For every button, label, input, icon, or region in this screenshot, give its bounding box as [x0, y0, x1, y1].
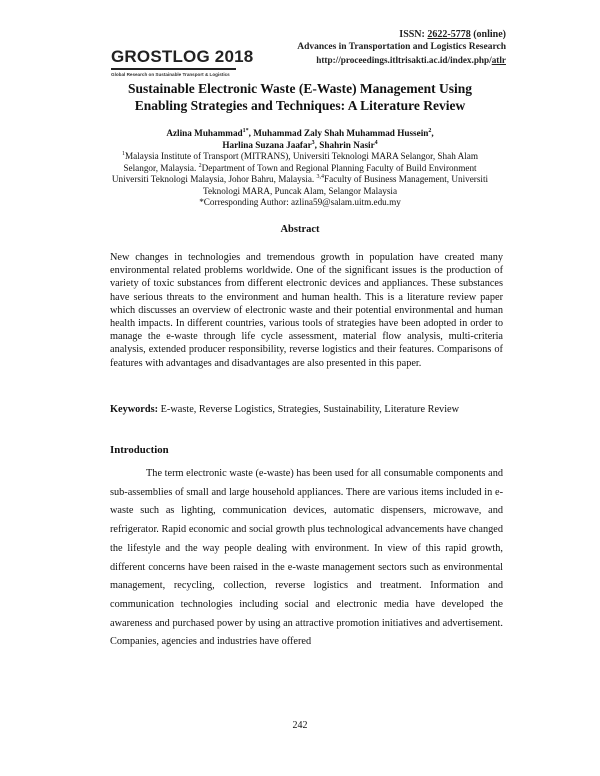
corresponding-author[interactable]: *Corresponding Author: azlina59@salam.uitm.edu.my [199, 197, 401, 207]
abstract-heading: Abstract [280, 224, 320, 235]
author-4: Shahrin Nasir [319, 139, 375, 150]
journal-url[interactable] [297, 54, 506, 67]
affiliation-1: Malaysia Institute of Transport (MITRANS), Universiti Teknologi MARA Selangor, Shah Alam Selangor, Malaysia. [123, 151, 479, 173]
affiliation-2-sup: 2 [198, 162, 202, 169]
author-separator: , [248, 128, 254, 138]
logo-title: GROSTLOG 2018 [111, 47, 254, 66]
author-3-sup: 3 [311, 139, 315, 146]
affiliation-2: Department of Town and Regional Planning Faculty of Build Environment Universiti Teknologi Malaysia, Johor Bahru, Malaysia. [111, 162, 477, 184]
issn-line [297, 28, 506, 41]
issn-label: ISSN: [399, 29, 428, 40]
author-1-sup: 1* [242, 127, 249, 134]
journal-header [297, 28, 506, 67]
introduction-heading: Introduction [110, 444, 169, 456]
affiliation-3: Faculty of Business Management, Universiti Teknologi MARA, Puncak Alam, Selangor Malaysia [202, 174, 489, 196]
affiliation-1-sup: 1 [121, 150, 125, 157]
author-2-sup: 2 [428, 127, 432, 134]
paper-title: Sustainable Electronic Waste (E-Waste) Management Using Enabling Strategies and Techniques: A Literature Review [127, 81, 473, 113]
logo-rule [111, 68, 236, 70]
author-1: Azlina Muhammad [166, 128, 243, 138]
affiliations [110, 151, 490, 197]
keywords-list: E-waste, Reverse Logistics, Strategies, Sustainability, Literature Review [158, 404, 460, 415]
abstract-text: New changes in technologies and tremendous growth in population have created many environmental related problems worldwide. One of the significant issues is the production of variety of toxic substances from different electronic devices and appliances. These substances have serious threats to the environment and human health. This is a literature review paper which discusses an overview of electronic waste and their potential environmental and human health impacts. In different countries, various tools of strategies have been adopted in order to manage the e-waste through life cycle assessment, material flow analysis, multi-criteria analysis, extended producer responsibility, reverse logistics and their features. Comparisons of features with advantages and disadvantages are also presented in this paper. [110, 252, 503, 369]
keywords [110, 403, 503, 417]
page-number: 242 [292, 720, 308, 731]
author-names [110, 128, 490, 151]
author-block [110, 128, 490, 209]
author-separator: , [314, 139, 320, 150]
author-3: Harlina Suzana Jaafar [222, 139, 312, 150]
affiliation-3-sup: 3,4 [316, 173, 325, 180]
journal-name: Advances in Transportation and Logistics Research [297, 42, 506, 52]
conference-logo [111, 48, 253, 77]
keywords-label: Keywords: [110, 404, 159, 415]
url-suffix: atlr [491, 55, 506, 65]
author-2: Muhammad Zaly Shah Muhammad Hussein [253, 128, 429, 138]
author-separator: , [431, 128, 434, 138]
logo-subtitle: Global Research on Sustainable Transport & Logistics [111, 72, 230, 77]
url-prefix: http://proceedings.itltrisakti.ac.id/index.php/ [316, 55, 492, 65]
introduction-text: The term electronic waste (e-waste) has been used for all consumable components and sub-assemblies of small and large household appliances. There are various items included in e-waste such as lighting, communication devices, automatic dispensers, microwave, and refrigerator. Rapid economic and social growth plus technological advancements have changed the lifestyle and the way people dealing with environment. In view of this rapid growth, different concerns have been raised in the e-waste management sectors such as environmental management, recycling, collection, reverse logistics and treatment. Information and communication technologies including social and electronic media have developed the awareness and purchased power by using an attractive promotion initiatives and advertisement. Companies, agencies and industries have offered [110, 468, 503, 648]
issn-suffix: (online) [470, 29, 506, 40]
issn-number[interactable]: 2622-5778 [427, 29, 471, 40]
author-4-sup: 4 [374, 139, 378, 146]
